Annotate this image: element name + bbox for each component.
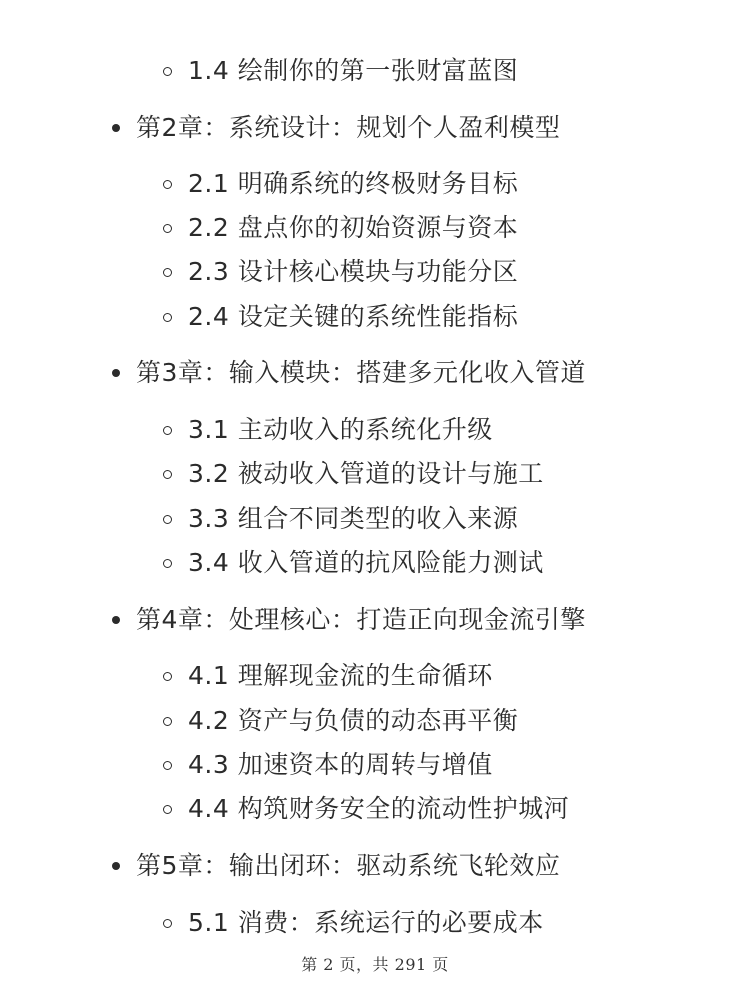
toc-section-text: 2.2 盘点你的初始资源与资本 [188, 213, 519, 242]
toc-section-text: 3.3 组合不同类型的收入来源 [188, 504, 519, 533]
hollow-circle-bullet-icon [163, 672, 172, 681]
hollow-circle-bullet-icon [163, 559, 172, 568]
hollow-circle-bullet-icon [163, 919, 172, 928]
toc-chapter-text: 第5章：输出闭环：驱动系统飞轮效应 [136, 851, 561, 880]
toc-section-item [163, 212, 518, 244]
toc-section-text: 3.1 主动收入的系统化升级 [188, 415, 493, 444]
toc-section-text: 2.1 明确系统的终极财务目标 [188, 169, 519, 198]
toc-chapter-text: 第3章：输入模块：搭建多元化收入管道 [136, 358, 586, 387]
hollow-circle-bullet-icon [163, 180, 172, 189]
toc-section-item [163, 301, 518, 333]
toc-section-text: 4.2 资产与负债的动态再平衡 [188, 706, 519, 735]
toc-chapter-text: 第2章：系统设计：规划个人盈利模型 [136, 113, 561, 142]
toc-chapter-item [112, 112, 560, 144]
toc-section-item [163, 168, 518, 200]
toc-chapter-item [112, 850, 560, 882]
hollow-circle-bullet-icon [163, 805, 172, 814]
toc-section-item [163, 256, 518, 288]
toc-section-item [163, 458, 544, 490]
toc-section-text: 2.3 设计核心模块与功能分区 [188, 257, 519, 286]
hollow-circle-bullet-icon [163, 470, 172, 479]
toc-section-item [163, 414, 493, 446]
toc-section-text: 2.4 设定关键的系统性能指标 [188, 302, 519, 331]
filled-circle-bullet-icon [112, 862, 120, 870]
toc-section-item [163, 705, 518, 737]
toc-section-text: 4.1 理解现金流的生命循环 [188, 661, 493, 690]
page-footer [0, 952, 750, 975]
toc-section-item [163, 749, 493, 781]
hollow-circle-bullet-icon [163, 717, 172, 726]
toc-section-item [163, 793, 569, 825]
hollow-circle-bullet-icon [163, 67, 172, 76]
filled-circle-bullet-icon [112, 369, 120, 377]
toc-section-text: 4.3 加速资本的周转与增值 [188, 750, 493, 779]
toc-section-item [163, 907, 544, 939]
toc-section-text: 3.4 收入管道的抗风险能力测试 [188, 548, 544, 577]
filled-circle-bullet-icon [112, 124, 120, 132]
toc-section-text: 3.2 被动收入管道的设计与施工 [188, 459, 544, 488]
toc-chapter-text: 第4章：处理核心：打造正向现金流引擎 [136, 605, 586, 634]
hollow-circle-bullet-icon [163, 268, 172, 277]
toc-chapter-item [112, 357, 586, 389]
toc-section-text: 4.4 构筑财务安全的流动性护城河 [188, 794, 570, 823]
page-number-label: 第 2 页，共 291 页 [301, 955, 449, 974]
toc-section-item [163, 660, 493, 692]
toc-section-item [163, 547, 544, 579]
filled-circle-bullet-icon [112, 616, 120, 624]
toc-section-item [163, 55, 518, 87]
toc-section-item [163, 503, 518, 535]
toc-section-text: 5.1 消费：系统运行的必要成本 [188, 908, 544, 937]
hollow-circle-bullet-icon [163, 426, 172, 435]
hollow-circle-bullet-icon [163, 224, 172, 233]
toc-section-text: 1.4 绘制你的第一张财富蓝图 [188, 56, 519, 85]
hollow-circle-bullet-icon [163, 313, 172, 322]
hollow-circle-bullet-icon [163, 515, 172, 524]
toc-chapter-item [112, 604, 586, 636]
hollow-circle-bullet-icon [163, 761, 172, 770]
